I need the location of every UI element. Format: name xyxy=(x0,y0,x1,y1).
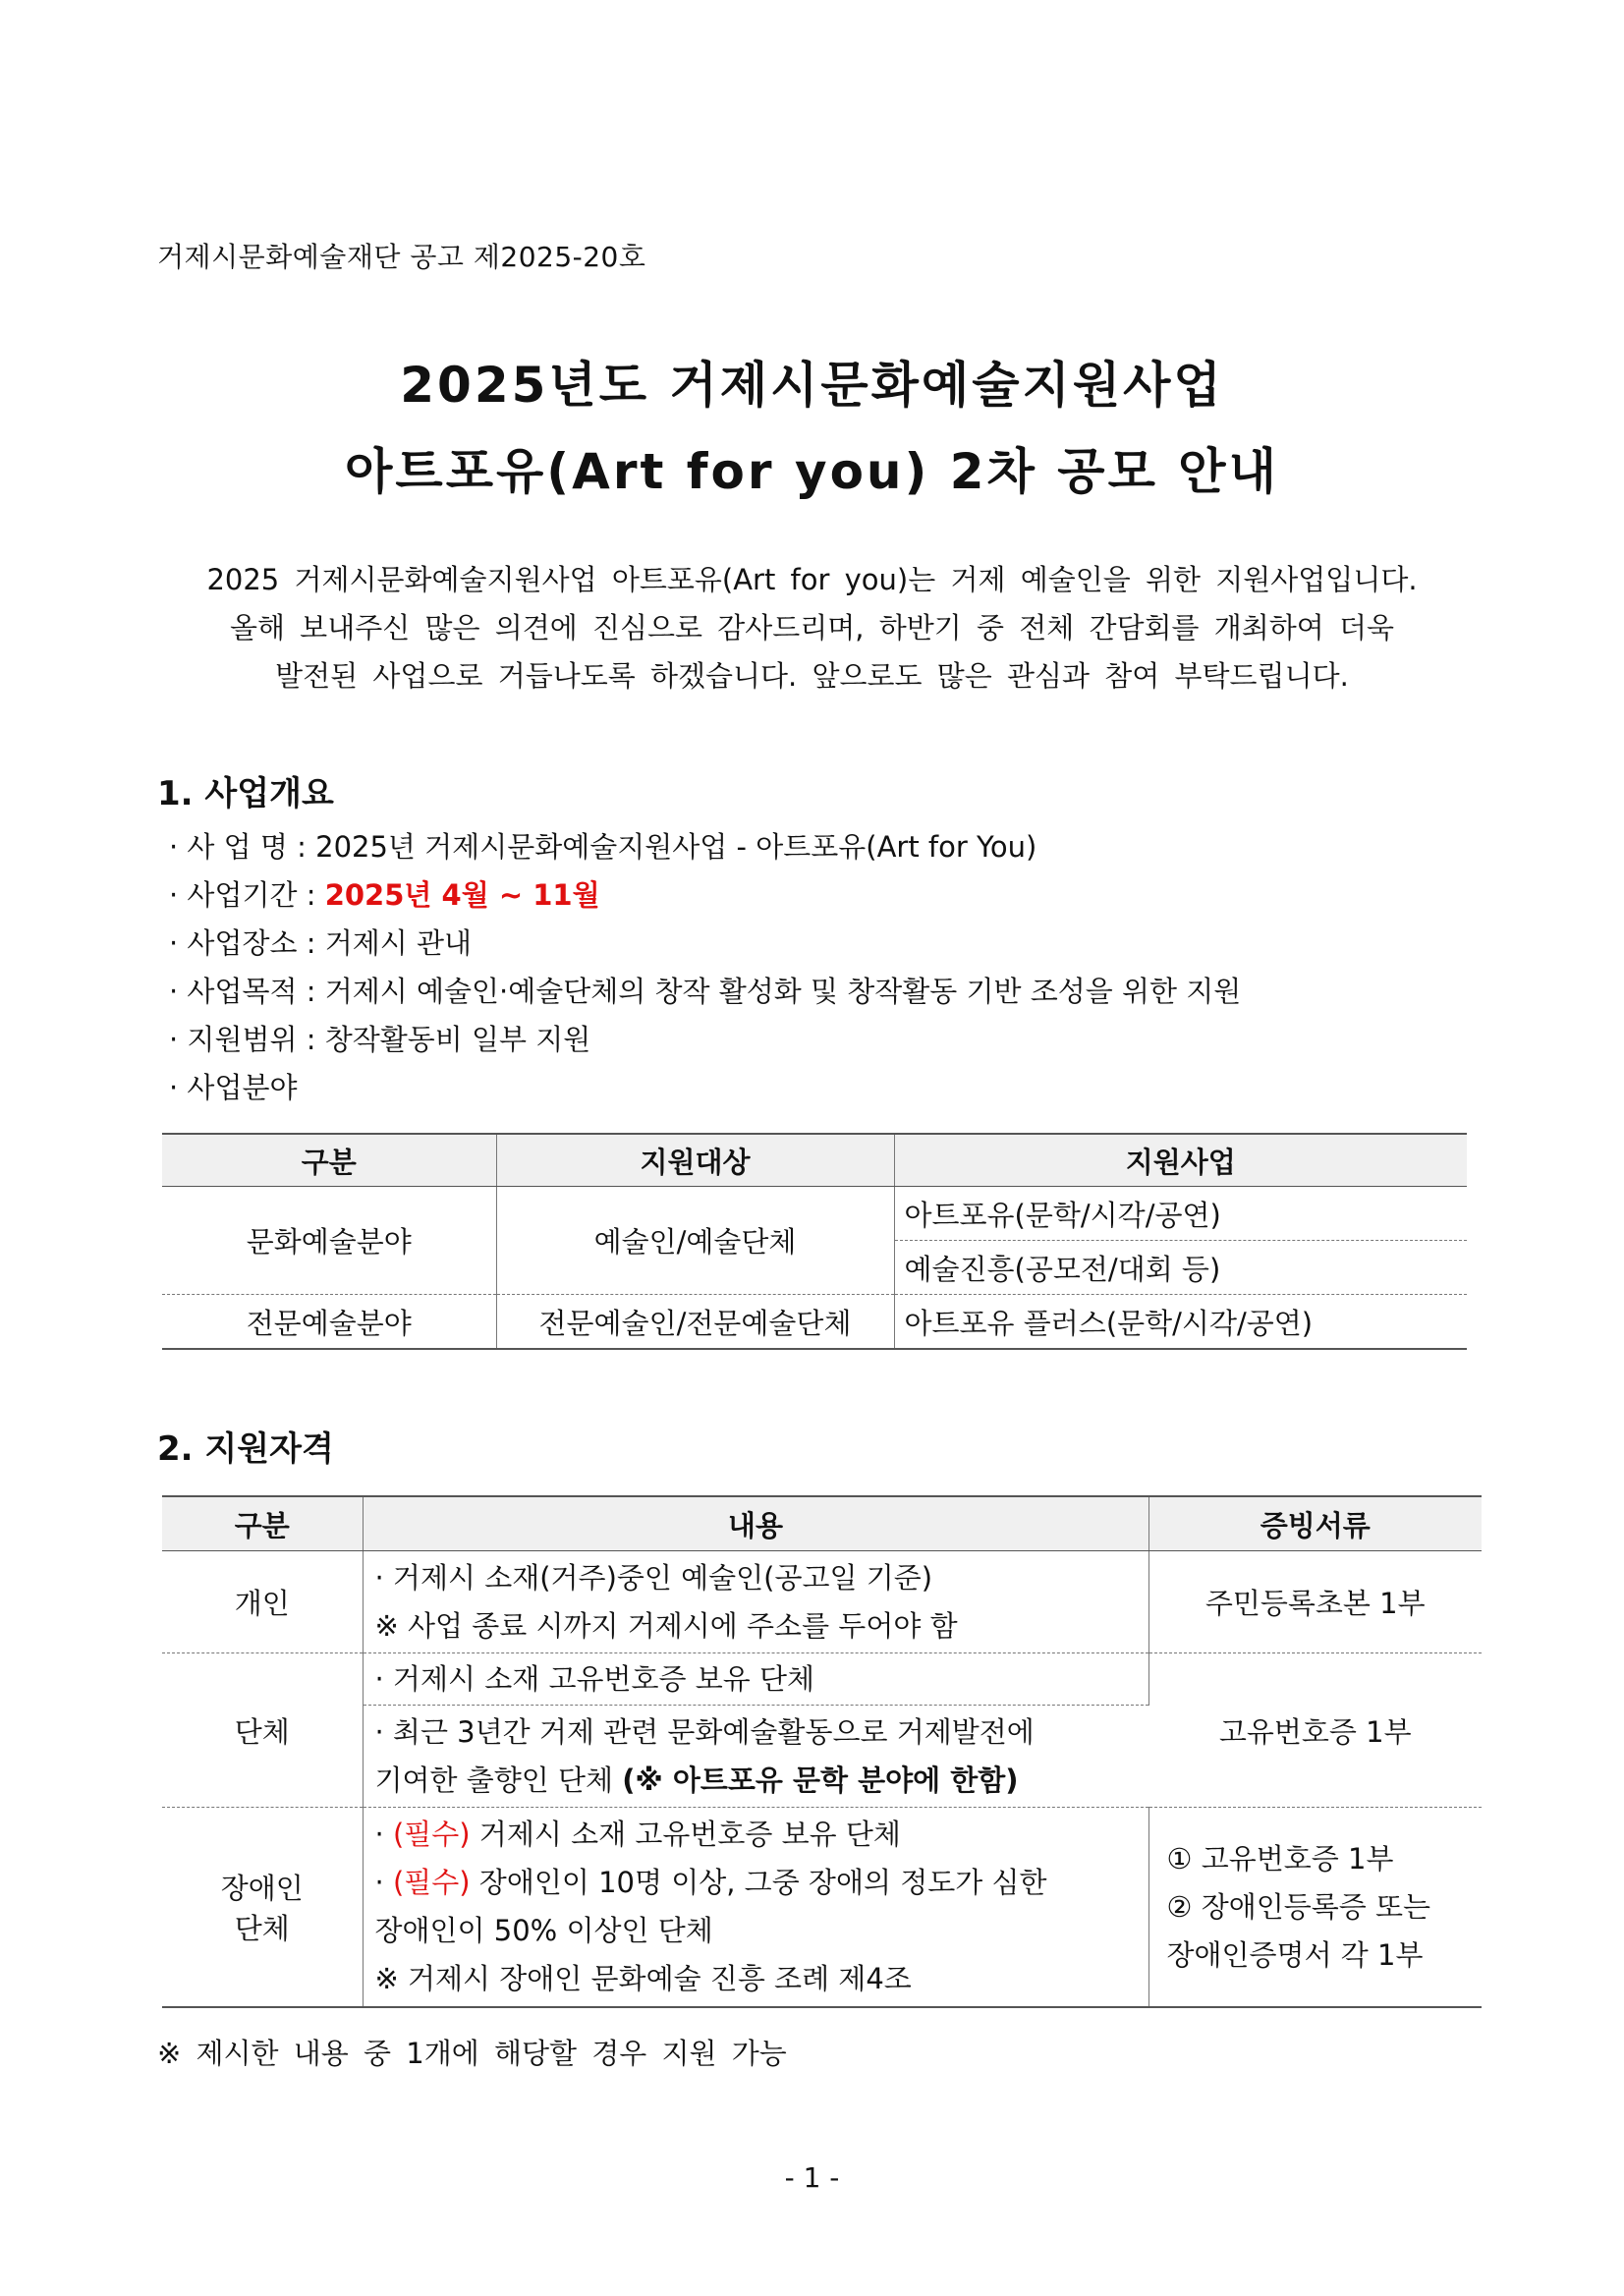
table-header: 구분 xyxy=(162,1134,496,1187)
table-header: 지원사업 xyxy=(894,1134,1467,1187)
table-cell: ① 고유번호증 1부 ② 장애인등록증 또는 장애인증명서 각 1부 xyxy=(1148,1808,1482,2008)
table-header: 증빙서류 xyxy=(1148,1496,1482,1551)
overview-item: · 사업장소 : 거제시 관내 xyxy=(169,926,472,960)
table-cell: 아트포유(문학/시각/공연) xyxy=(894,1187,1467,1241)
table-cell: · 거제시 소재(거주)중인 예술인(공고일 기준) ※ 사업 종료 시까지 거제시에 주소를 두어야 함 xyxy=(363,1551,1148,1653)
table-cell: 단체 xyxy=(162,1653,363,1808)
required-badge: (필수) xyxy=(392,1866,471,1899)
intro-line: 발전된 사업으로 거듭나도록 하겠습니다. 앞으로도 많은 관심과 참여 부탁드립니다. xyxy=(275,659,1349,693)
intro-line: 2025 거제시문화예술지원사업 아트포유(Art for you)는 거제 예술인을 위한 지원사업입니다. xyxy=(206,563,1418,596)
table-cell: 예술인/예술단체 xyxy=(496,1187,894,1295)
intro-paragraph xyxy=(157,556,1467,700)
title-line-2: 아트포유(Art for you) 2차 공모 안내 xyxy=(345,443,1279,500)
period-value: 2025년 4월 ~ 11월 xyxy=(324,878,600,912)
table-cell: 개인 xyxy=(162,1551,363,1653)
table-cell: 장애인 단체 xyxy=(162,1808,363,2008)
overview-item: · 사 업 명 : 2025년 거제시문화예술지원사업 - 아트포유(Art for You) xyxy=(169,830,1037,864)
eligibility-table xyxy=(162,1495,1482,2008)
table-cell: 고유번호증 1부 xyxy=(1148,1653,1482,1808)
section-1-heading: 1. 사업개요 xyxy=(157,774,334,813)
table-cell: · (필수) 거제시 소재 고유번호증 보유 단체 · (필수) 장애인이 10명 이상, 그중 장애의 정도가 심한 장애인이 50% 이상인 단체 ※ 거제시 장애인 문화예술 진흥 조례 제4조 xyxy=(363,1808,1148,2008)
table-cell: 예술진흥(공모전/대회 등) xyxy=(894,1241,1467,1295)
required-badge: (필수) xyxy=(392,1818,471,1851)
overview-item: · 사업목적 : 거제시 예술인·예술단체의 창작 활성화 및 창작활동 기반 조성을 위한 지원 xyxy=(169,975,1242,1008)
overview-item: · 사업기간 : 2025년 4월 ~ 11월 xyxy=(169,878,600,912)
table-cell: 전문예술인/전문예술단체 xyxy=(496,1295,894,1350)
notice-number: 거제시문화예술재단 공고 제2025-20호 xyxy=(157,241,646,273)
table-cell: · 거제시 소재 고유번호증 보유 단체 xyxy=(363,1653,1148,1706)
table-cell: 주민등록초본 1부 xyxy=(1148,1551,1482,1653)
intro-line: 올해 보내주신 많은 의견에 진심으로 감사드리며, 하반기 중 전체 간담회를 개최하여 더욱 xyxy=(229,611,1395,644)
table-cell: · 최근 3년간 거제 관련 문화예술활동으로 거제발전에 기여한 출향인 단체 (※ 아트포유 문학 분야에 한함) xyxy=(363,1706,1148,1808)
title-line-1: 2025년도 거제시문화예술지원사업 xyxy=(400,357,1224,414)
overview-list xyxy=(169,823,1241,1112)
table-header: 지원대상 xyxy=(496,1134,894,1187)
footnote: ※ 제시한 내용 중 1개에 해당할 경우 지원 가능 xyxy=(157,2037,787,2070)
page-number: - 1 - xyxy=(784,2161,840,2194)
section-2-heading: 2. 지원자격 xyxy=(157,1429,334,1469)
table-cell: 문화예술분야 xyxy=(162,1187,496,1295)
business-field-table xyxy=(162,1133,1467,1350)
overview-item: · 사업분야 xyxy=(169,1071,298,1104)
table-cell: 전문예술분야 xyxy=(162,1295,496,1350)
table-cell: 아트포유 플러스(문학/시각/공연) xyxy=(894,1295,1467,1350)
overview-item: · 지원범위 : 창작활동비 일부 지원 xyxy=(169,1023,591,1056)
table-header: 구분 xyxy=(162,1496,363,1551)
table-header: 내용 xyxy=(363,1496,1148,1551)
